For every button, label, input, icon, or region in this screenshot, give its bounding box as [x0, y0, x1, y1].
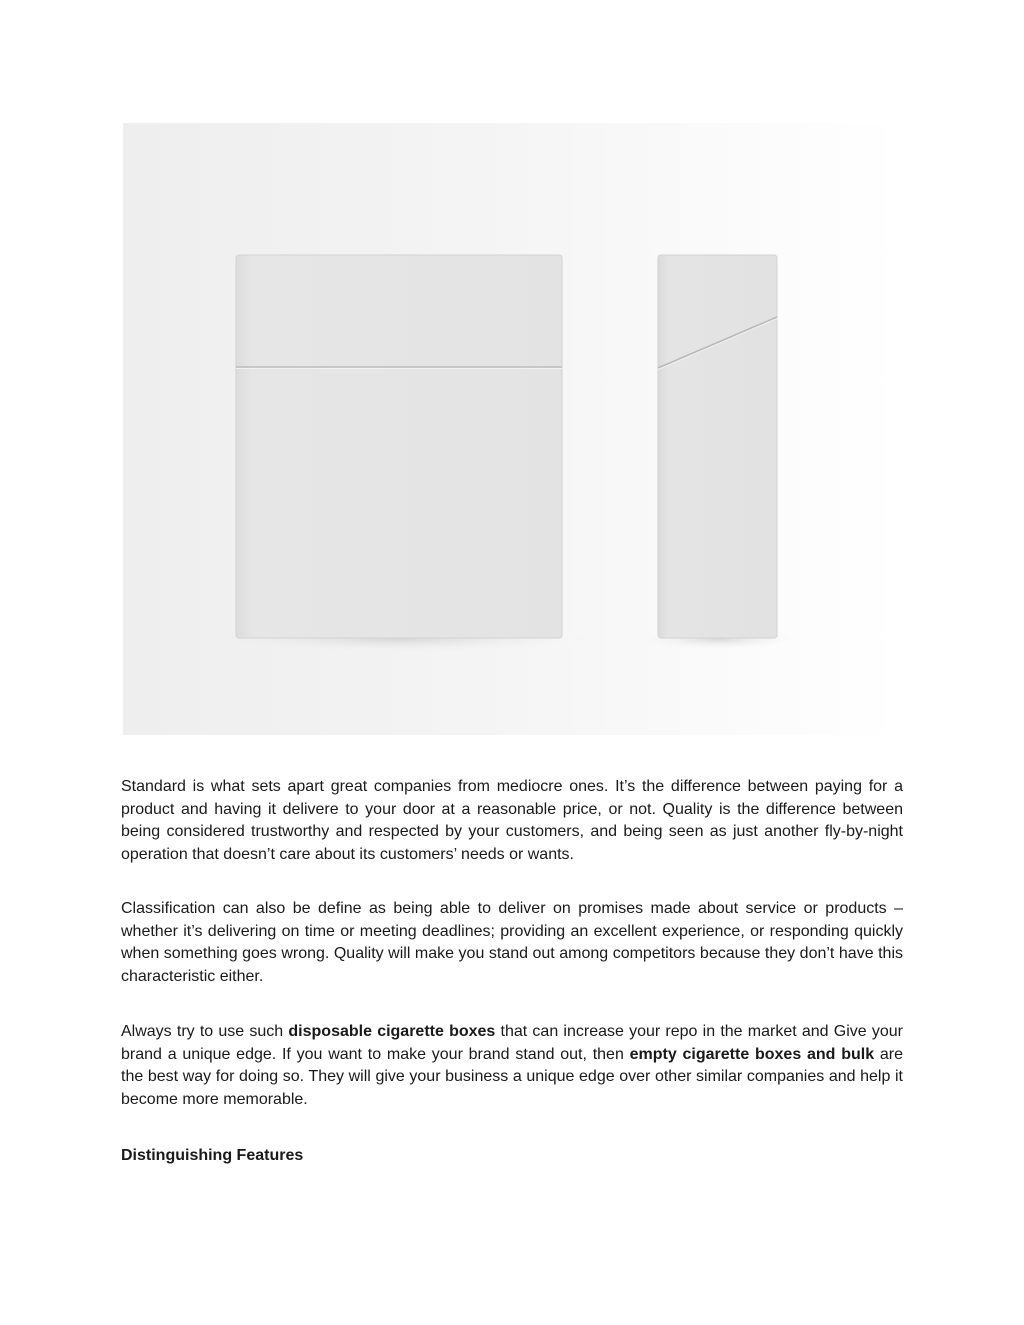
paragraph-standard: Standard is what sets apart great companies from mediocre ones. It’s the difference between paying for a product and having it delivere to your door at a reasonable price, or not. Quality is the difference between being considered trustworthy and respected by your customers, and being seen as just another fly-by-night operation that doesn’t care about its customers’ needs or wants.	[121, 778, 903, 863]
section-heading: Distinguishing Features	[121, 1147, 304, 1164]
slim-cigarette-box	[658, 255, 777, 638]
product-photo	[123, 123, 901, 735]
paragraph-text: that can increase your repo in the market and Give your brand a unique edge. If you want to make your brand stand out, then	[121, 1023, 903, 1063]
paragraph-text: are the best way for doing so. They will give your business a unique edge over other similar companies and help it become more memorable.	[121, 1045, 904, 1108]
keyword-link-empty-cigarette-boxes: empty cigarette boxes and bulk	[629, 1045, 875, 1063]
paragraph-text: Always try to use such	[121, 1023, 289, 1040]
paragraph-classification: Classification can also be define as being able to deliver on promises made about service or products – whether it’s delivering on time or meeting deadlines; providing an excellent experience, or responding quickly when something goes wrong. Quality will make you stand out among competitors because they don’t have this characteristic either.	[121, 900, 903, 985]
wide-cigarette-box	[236, 255, 562, 638]
keyword-link-disposable-cigarette-boxes: disposable cigarette boxes	[288, 1023, 496, 1040]
paragraph-always-try	[121, 1021, 903, 1111]
